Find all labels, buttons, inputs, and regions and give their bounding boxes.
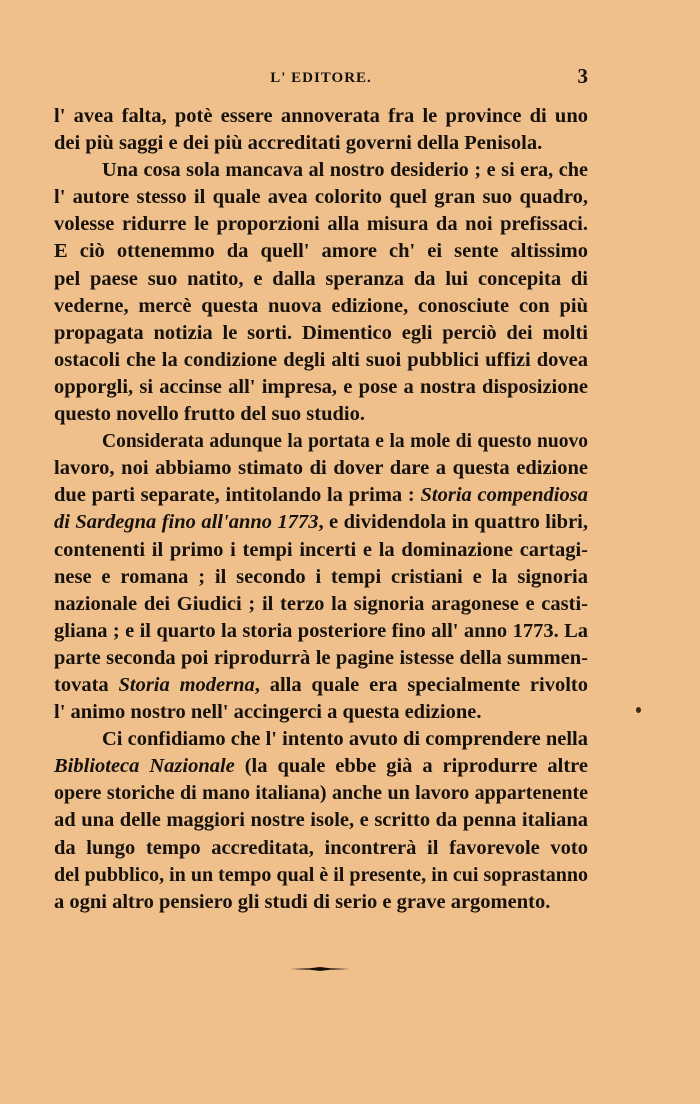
text-span: da lungo tempo accreditata, incontrerà il favorevole voto	[54, 836, 588, 859]
text-line	[54, 347, 588, 374]
italic-span: Storia compendiosa	[420, 484, 588, 507]
text-line	[54, 482, 588, 509]
ornament-divider	[290, 964, 350, 974]
text-line	[54, 862, 588, 889]
text-span: lavoro, noi abbiamo stimato di dover dare a questa edizione	[54, 457, 588, 480]
paragraph	[54, 428, 588, 726]
text-span: questo novello frutto del suo studio.	[54, 403, 365, 426]
text-span: contenenti il primo i tempi incerti e la dominazione cartagi-	[54, 538, 588, 561]
paragraph	[54, 157, 588, 428]
paragraph	[54, 726, 588, 916]
text-line	[54, 726, 588, 753]
text-span: nese e romana ; il secondo i tempi cristiani e la signoria	[54, 565, 588, 588]
text-line	[54, 835, 588, 862]
italic-span: di Sardegna fino all'anno 1773	[54, 511, 319, 534]
text-span: del pubblico, in un tempo qual è il presente, in cui soprastanno	[54, 863, 588, 886]
text-line	[54, 293, 588, 320]
text-line	[54, 672, 588, 699]
text-span: ad una delle maggiori nostre isole, e scritto da penna italiana	[54, 809, 588, 832]
text-line	[54, 807, 588, 834]
text-span: pel paese suo natito, e dalla speranza da lui concepita di	[54, 267, 588, 290]
text-span: vederne, mercè questa nuova edizione, conosciute con più	[54, 294, 588, 317]
text-span: gliana ; e il quarto la storia posteriore fino all' anno 1773. La	[54, 619, 588, 642]
text-line	[54, 753, 588, 780]
paragraph	[54, 103, 588, 157]
italic-span: Storia moderna	[118, 673, 255, 696]
text-span: Una cosa sola mancava al nostro desiderio ; e si era, che	[102, 159, 588, 182]
text-line	[54, 780, 588, 807]
running-head: L' EDITORE.	[270, 70, 372, 86]
text-span: Considerata adunque la portata e la mole di questo nuovo	[102, 431, 588, 453]
text-line	[54, 130, 588, 157]
text-span: due parti separate, intitolando la prima :	[54, 484, 421, 507]
text-span: propagata notizia le sorti. Dimentico egli perciò dei molti	[54, 321, 588, 344]
text-span: , alla quale era specialmente rivolto	[254, 673, 588, 696]
text-span: opere storiche di mano italiana) anche un lavoro appartenente	[54, 782, 588, 805]
text-span: tovata	[54, 673, 119, 696]
text-span: dei più saggi e dei più accreditati governi della Penisola.	[54, 132, 543, 155]
text-line	[54, 401, 588, 428]
text-span: ostacoli che la condizione degli alti suoi pubblici uffizi dovea	[54, 348, 588, 371]
italic-span: Biblioteca Nazionale	[54, 755, 235, 778]
text-line	[54, 374, 588, 401]
text-span: l' autore stesso il quale avea colorito quel gran suo quadro,	[54, 186, 588, 209]
text-line	[54, 591, 588, 618]
text-span: volesse ridurre le proporzioni alla misura da noi prefissaci.	[54, 213, 588, 236]
text-line	[54, 320, 588, 347]
page-header	[54, 64, 588, 90]
text-line	[54, 455, 588, 482]
text-span: l' avea falta, potè essere annoverata fra le province di uno	[54, 105, 588, 127]
ink-speck	[636, 707, 641, 713]
text-span: Ci confidiamo che l' intento avuto di comprendere nella	[102, 728, 588, 751]
body-text	[54, 103, 588, 916]
text-span: opporgli, si accinse all' impresa, e pose a nostra disposizione	[54, 375, 588, 398]
text-span: nazionale dei Giudici ; il terzo la signoria aragonese e casti-	[54, 592, 588, 615]
text-span: (la quale ebbe già a riprodurre altre	[234, 755, 588, 778]
text-span: E ciò ottenemmo da quell' amore ch' ei sente altissimo	[54, 240, 588, 263]
text-line	[54, 428, 588, 455]
text-line	[54, 699, 588, 726]
text-span: parte seconda poi riprodurrà le pagine istesse della summen-	[54, 646, 588, 669]
text-line	[54, 564, 588, 591]
text-span: a ogni altro pensiero gli studi di serio e grave argomento.	[54, 890, 551, 913]
text-line	[54, 509, 588, 536]
text-line	[54, 266, 588, 293]
text-line	[54, 618, 588, 645]
text-line	[54, 537, 588, 564]
text-line	[54, 889, 588, 916]
text-line	[54, 157, 588, 184]
text-line	[54, 238, 588, 265]
text-line	[54, 645, 588, 672]
text-line	[54, 184, 588, 211]
text-span: l' animo nostro nell' accingerci a questa edizione.	[54, 701, 482, 724]
text-line	[54, 211, 588, 238]
text-line	[54, 103, 588, 130]
page-number: 3	[577, 64, 588, 88]
text-span: , e dividendola in quattro libri,	[318, 511, 588, 534]
